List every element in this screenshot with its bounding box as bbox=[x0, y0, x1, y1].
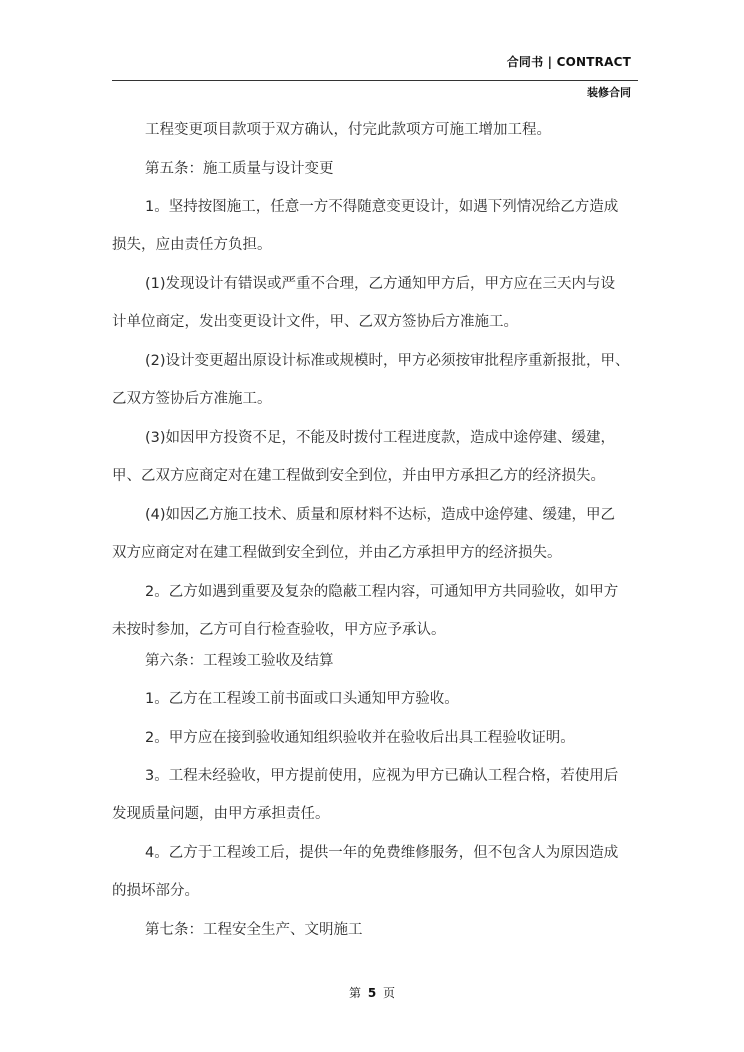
body-line: 2。乙方如遇到重要及复杂的隐蔽工程内容，可通知甲方共同验收，如甲方 bbox=[145, 584, 619, 600]
body-line: 计单位商定，发出变更设计文件，甲、乙双方签协后方准施工。 bbox=[112, 314, 518, 330]
body-line: 2。甲方应在接到验收通知组织验收并在验收后出具工程验收证明。 bbox=[145, 730, 575, 746]
body-line: 甲、乙双方应商定对在建工程做到安全到位，并由甲方承担乙方的经济损失。 bbox=[112, 468, 605, 484]
body-line: (3)如因甲方投资不足，不能及时拨付工程进度款，造成中途停建、缓建， bbox=[145, 430, 616, 446]
body-line: 1。坚持按图施工，任意一方不得随意变更设计，如遇下列情况给乙方造成 bbox=[145, 199, 619, 215]
body-line: (2)设计变更超出原设计标准或规模时，甲方必须按审批程序重新报批，甲、 bbox=[145, 353, 630, 369]
body-line: 发现质量问题，由甲方承担责任。 bbox=[112, 806, 330, 822]
body-line: (4)如因乙方施工技术、质量和原材料不达标，造成中途停建、缓建，甲乙 bbox=[145, 507, 616, 523]
page-suffix: 页 bbox=[383, 986, 396, 1000]
header-subtitle: 装修合同 bbox=[587, 86, 631, 99]
body-line: 工程变更项目款项于双方确认，付完此款项方可施工增加工程。 bbox=[145, 122, 551, 138]
body-line: 乙双方签协后方准施工。 bbox=[112, 391, 272, 407]
body-line: 未按时参加，乙方可自行检查验收，甲方应予承认。 bbox=[112, 622, 446, 638]
section-heading: 第七条：工程安全生产、文明施工 bbox=[145, 922, 363, 938]
header-divider bbox=[112, 80, 638, 81]
body-line: 的损坏部分。 bbox=[112, 883, 199, 899]
section-heading: 第六条：工程竣工验收及结算 bbox=[145, 653, 334, 669]
page-number: 5 bbox=[367, 986, 377, 1000]
body-line: 双方应商定对在建工程做到安全到位，并由乙方承担甲方的经济损失。 bbox=[112, 545, 562, 561]
body-line: 1。乙方在工程竣工前书面或口头通知甲方验收。 bbox=[145, 691, 459, 707]
page-footer bbox=[0, 984, 744, 1001]
header-title: 合同书 | CONTRACT bbox=[506, 55, 631, 69]
section-heading: 第五条：施工质量与设计变更 bbox=[145, 161, 334, 177]
page-prefix: 第 bbox=[348, 986, 361, 1000]
body-line: 损失，应由责任方负担。 bbox=[112, 237, 272, 253]
body-line: 3。工程未经验收，甲方提前使用，应视为甲方已确认工程合格，若使用后 bbox=[145, 768, 619, 784]
body-line: 4。乙方于工程竣工后，提供一年的免费维修服务，但不包含人为原因造成 bbox=[145, 845, 619, 861]
body-line: (1)发现设计有错误或严重不合理，乙方通知甲方后，甲方应在三天内与设 bbox=[145, 276, 616, 292]
